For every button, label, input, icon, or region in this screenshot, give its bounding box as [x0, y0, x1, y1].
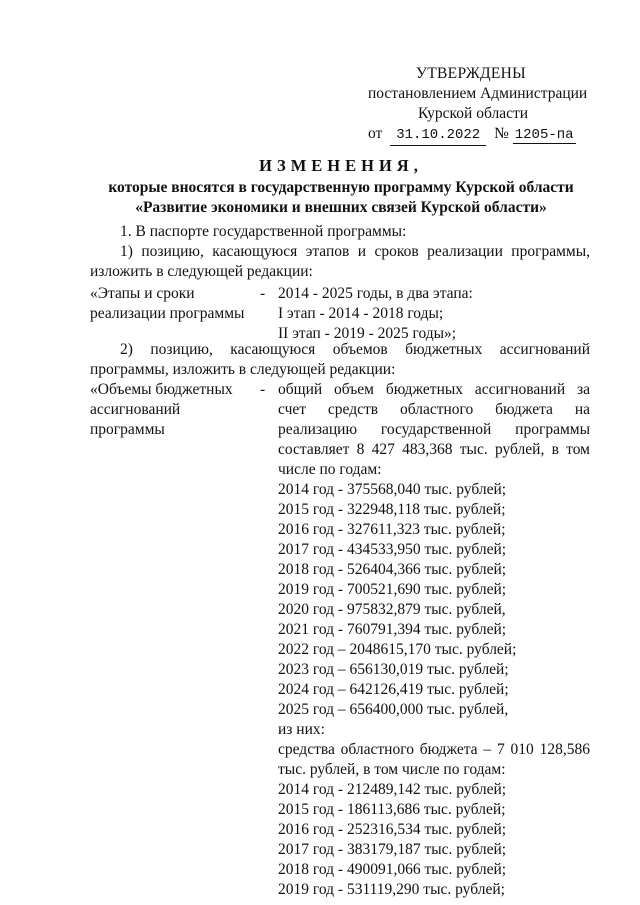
budget-value: [278, 380, 590, 900]
regional-year-line: 2017 год - 383179,187 тыс. рублей;: [278, 841, 507, 858]
regional-year-line: 2016 год - 252316,534 тыс. рублей;: [278, 821, 507, 838]
regional-budget-line: средства областного бюджета – 7 010 128,586: [278, 741, 590, 758]
stages-label: [90, 284, 260, 324]
budget-label-line-1: «Объемы бюджетных: [90, 381, 233, 398]
budget-dash: -: [260, 381, 266, 398]
budget-line: счет средств областного бюджета на: [278, 401, 590, 418]
stages-label-line-1: «Этапы и сроки: [90, 285, 195, 302]
item-2-text: 2) позицию, касающуюся объемов бюджетных ассигнований программы, изложить в следующей редакции:: [90, 341, 590, 378]
heading-subtitle-2: «Развитие экономики и внешних связей Курской области»: [135, 199, 547, 216]
budget-year-line: 2024 год – 642126,419 тыс. рублей;: [278, 681, 509, 698]
stages-line: I этап - 2014 - 2018 годы;: [278, 305, 444, 322]
document-heading: [88, 156, 594, 218]
number-label: №: [494, 125, 509, 142]
regional-year-line: 2019 год - 531119,290 тыс. рублей;: [278, 881, 505, 898]
heading-subtitle-1: которые вносятся в государственную программу Курской области: [108, 179, 574, 196]
heading-title: ИЗМЕНЕНИЯ,: [259, 156, 423, 175]
approval-title: УТВЕРЖДЕНЫ: [416, 65, 526, 82]
section-intro: 1. В паспорте государственной программы:: [120, 223, 407, 240]
budget-year-line: 2025 год – 656400,000 тыс. рублей,: [278, 701, 509, 718]
budget-line: реализацию государственной программы: [278, 421, 590, 438]
budget-year-line: 2019 год - 700521,690 тыс. рублей;: [278, 581, 507, 598]
budget-year-line: 2017 год - 434533,950 тыс. рублей;: [278, 541, 507, 558]
stages-value: [278, 284, 590, 344]
budget-year-line: 2018 год - 526404,366 тыс. рублей;: [278, 561, 507, 578]
stages-line: 2014 - 2025 годы, в два этапа:: [278, 285, 473, 302]
stages-line: II этап - 2019 - 2025 годы»;: [278, 325, 457, 342]
stages-dash: -: [260, 285, 266, 302]
budget-label-line-2: ассигнований: [90, 401, 181, 418]
budget-year-line: 2020 год - 975832,879 тыс. рублей,: [278, 601, 506, 618]
approval-block: [360, 64, 590, 146]
budget-year-line: 2023 год – 656130,019 тыс. рублей;: [278, 661, 509, 678]
approval-date-line: [360, 124, 590, 146]
budget-year-line: 2015 год - 322948,118 тыс. рублей;: [278, 501, 506, 518]
regional-year-line: 2018 год - 490091,066 тыс. рублей;: [278, 861, 507, 878]
stages-row: [90, 284, 590, 344]
budget-line: общий объем бюджетных ассигнований за: [278, 381, 590, 398]
regional-budget-line: тыс. рублей, в том числе по годам:: [278, 761, 506, 778]
budget-line: составляет 8 427 483,368 тыс. рублей, в том: [278, 441, 590, 458]
item-1-text: 1) позицию, касающуюся этапов и сроков реализации программы, изложить в следующей редакции:: [90, 243, 590, 280]
budget-year-line: 2021 год - 760791,394 тыс. рублей;: [278, 621, 507, 638]
approval-line-1: постановлением Администрации: [368, 85, 588, 102]
budget-label: [90, 380, 260, 440]
approval-date: 31.10.2022: [390, 125, 486, 146]
stages-label-line-2: реализации программы: [90, 305, 245, 322]
approval-number: 1205-па: [514, 127, 574, 143]
budget-row: [90, 380, 590, 898]
budget-year-line: 2014 год - 375568,040 тыс. рублей;: [278, 481, 507, 498]
date-prefix: от: [368, 125, 383, 142]
regional-year-line: 2015 год - 186113,686 тыс. рублей;: [278, 801, 506, 818]
budget-line: из них:: [278, 721, 325, 738]
budget-year-line: 2016 год - 327611,323 тыс. рублей;: [278, 521, 506, 538]
budget-year-line: 2022 год – 2048615,170 тыс. рублей;: [278, 641, 517, 658]
approval-line-2: Курской области: [418, 105, 529, 122]
budget-label-line-3: программы: [90, 421, 165, 438]
budget-line: числе по годам:: [278, 461, 382, 478]
regional-year-line: 2014 год - 212489,142 тыс. рублей;: [278, 781, 507, 798]
